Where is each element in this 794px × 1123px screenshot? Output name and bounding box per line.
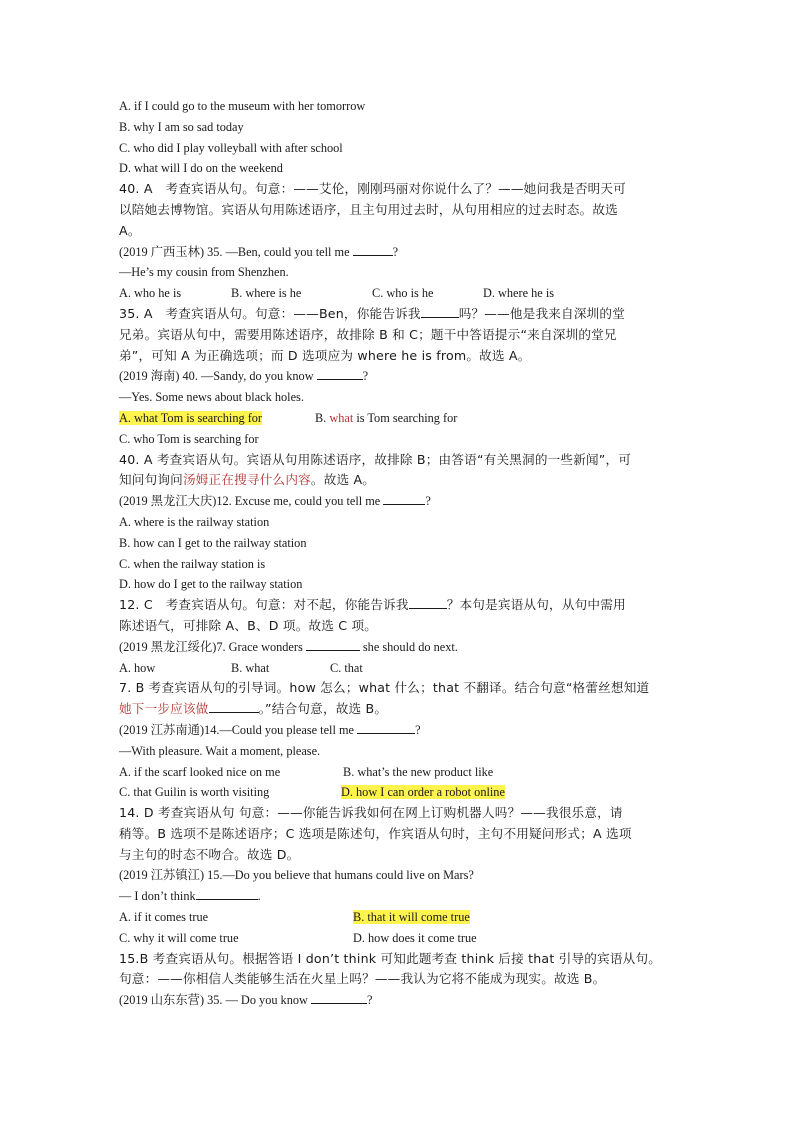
option-b: B. how can I get to the railway station bbox=[119, 535, 307, 550]
answer-line: —He’s my cousin from Shenzhen. bbox=[119, 265, 289, 280]
answer-blank bbox=[209, 700, 259, 713]
explanation-line: 40. A 考查宾语从句。宾语从句用陈述语序，故排除 B；由答语“有关黑洞的一些新闻”，可 bbox=[119, 451, 632, 467]
option-b: B. what bbox=[231, 660, 270, 675]
explanation-line: 与主句的时态不吻合。故选 D。 bbox=[119, 846, 300, 862]
answer-blank bbox=[409, 596, 447, 609]
option-line: A. if I could go to the museum with her tomorrow bbox=[119, 99, 366, 113]
option-line: B. why I am so sad today bbox=[119, 119, 244, 134]
options-row bbox=[119, 762, 679, 783]
option-b bbox=[353, 907, 470, 928]
option-a: A. if the scarf looked nice on me bbox=[119, 764, 281, 779]
explanation-line: 以陪她去博物馆。宾语从句用陈述语序，且主句用过去时，从句用相应的过去时态。故选 bbox=[119, 201, 618, 217]
option-c: C. why it will come true bbox=[119, 930, 239, 945]
option-c: C. who is he bbox=[372, 286, 434, 301]
options-row bbox=[119, 283, 679, 304]
option-b: B. what’s the new product like bbox=[343, 764, 494, 779]
question-stem: (2019 山东东营) 35. — Do you know ? bbox=[119, 993, 373, 1008]
option-line: D. what will I do on the weekend bbox=[119, 161, 283, 176]
option-a: A. how bbox=[119, 660, 156, 675]
options-row bbox=[119, 658, 679, 679]
explanation-line: 她下一步应该做 。”结合句意，故选 B。 bbox=[119, 701, 388, 717]
option-d bbox=[341, 782, 505, 803]
option-c: C. who Tom is searching for bbox=[119, 431, 259, 446]
explanation-line: 35. A 考查宾语从句。句意：——Ben，你能告诉我 吗？——他是我来自深圳的堂 bbox=[119, 305, 626, 321]
option-c: C. that Guilin is worth visiting bbox=[119, 785, 270, 800]
option-a: A. who he is bbox=[119, 286, 182, 301]
explanation-line: 兄弟。宾语从句中，需要用陈述语序，故排除 B 和 C；题干中答语提示“来自深圳的堂兄 bbox=[119, 326, 617, 342]
options-row bbox=[119, 408, 679, 429]
explanation-line: 稍等。B 选项不是陈述语序；C 选项是陈述句，作宾语从句时，主句不用疑问形式；A 选项 bbox=[119, 825, 632, 841]
option-a bbox=[119, 408, 315, 429]
answer-blank bbox=[383, 492, 425, 505]
question-stem: (2019 黑龙江绥化)7. Grace wonders she should do next. bbox=[119, 639, 458, 654]
option-a: A. if it comes true bbox=[119, 910, 209, 925]
options-row bbox=[119, 928, 679, 949]
option-line: C. who did I play volleyball with after school bbox=[119, 140, 343, 155]
answer-blank bbox=[421, 305, 459, 318]
explanation-line: 陈述语气，可排除 A、B、D 项。故选 C 项。 bbox=[119, 617, 378, 633]
answer-blank bbox=[306, 638, 360, 651]
question-stem: (2019 江苏南通)14.—Could you please tell me ? bbox=[119, 722, 421, 737]
highlighted-answer: A. what Tom is searching for bbox=[119, 410, 263, 425]
explanation-line: 40. A 考查宾语从句。句意：——艾伦，刚刚玛丽对你说什么了？——她问我是否明天可 bbox=[119, 181, 627, 197]
option-c: C. when the railway station is bbox=[119, 556, 266, 571]
option-d: D. how do I get to the railway station bbox=[119, 577, 303, 592]
document-page bbox=[119, 96, 679, 1011]
explanation-line: 知问句询问汤姆正在搜寻什么内容。故选 A。 bbox=[119, 472, 376, 488]
option-b: B. what is Tom searching for bbox=[315, 410, 458, 425]
explanation-line: A。 bbox=[119, 222, 141, 238]
answer-blank bbox=[353, 243, 393, 256]
option-d: D. how does it come true bbox=[353, 930, 477, 945]
question-stem: (2019 广西玉林) 35. —Ben, could you tell me ? bbox=[119, 244, 399, 259]
option-d: D. where he is bbox=[483, 286, 555, 301]
explanation-line: 弟”，可知 A 为正确选项；而 D 选项应为 where he is from。故选 A。 bbox=[119, 347, 531, 363]
question-stem: (2019 海南) 40. —Sandy, do you know ? bbox=[119, 369, 369, 384]
explanation-line: 12. C 考查宾语从句。句意：对不起，你能告诉我 ？本句是宾语从句，从句中需用 bbox=[119, 597, 626, 613]
option-c: C. that bbox=[330, 660, 363, 675]
explanation-line: 句意：——你相信人类能够生活在火星上吗？——我认为它将不能成为现实。故选 B。 bbox=[119, 971, 606, 987]
answer-blank bbox=[357, 721, 415, 734]
explanation-line: 15.B 考查宾语从句。根据答语 I don’t think 可知此题考查 think 后接 that 引导的宾语从句。 bbox=[119, 950, 662, 966]
options-row bbox=[119, 907, 679, 928]
explanation-line: 14. D 考查宾语从句 句意：——你能告诉我如何在网上订购机器人吗？——我很乐意，请 bbox=[119, 805, 623, 821]
highlighted-answer: B. that it will come true bbox=[353, 910, 470, 925]
answer-line: —With pleasure. Wait a moment, please. bbox=[119, 743, 321, 758]
answer-blank bbox=[317, 367, 363, 380]
option-b: B. where is he bbox=[231, 286, 302, 301]
answer-line: —Yes. Some news about black holes. bbox=[119, 390, 304, 405]
answer-blank bbox=[196, 887, 258, 900]
highlighted-answer: D. how I can order a robot online bbox=[341, 785, 505, 800]
option-a: A. where is the railway station bbox=[119, 514, 270, 529]
question-stem: (2019 黑龙江大庆)12. Excuse me, could you tell me ? bbox=[119, 494, 431, 509]
explanation-line: 7. B 考查宾语从句的引导词。how 怎么；what 什么；that 不翻译。结合句意“格蕾丝想知道 bbox=[119, 680, 650, 696]
question-stem: (2019 江苏镇江) 15.—Do you believe that humans could live on Mars? bbox=[119, 868, 474, 883]
options-row bbox=[119, 782, 679, 803]
answer-line: — I don’t think . bbox=[119, 889, 261, 904]
answer-blank bbox=[311, 991, 367, 1004]
